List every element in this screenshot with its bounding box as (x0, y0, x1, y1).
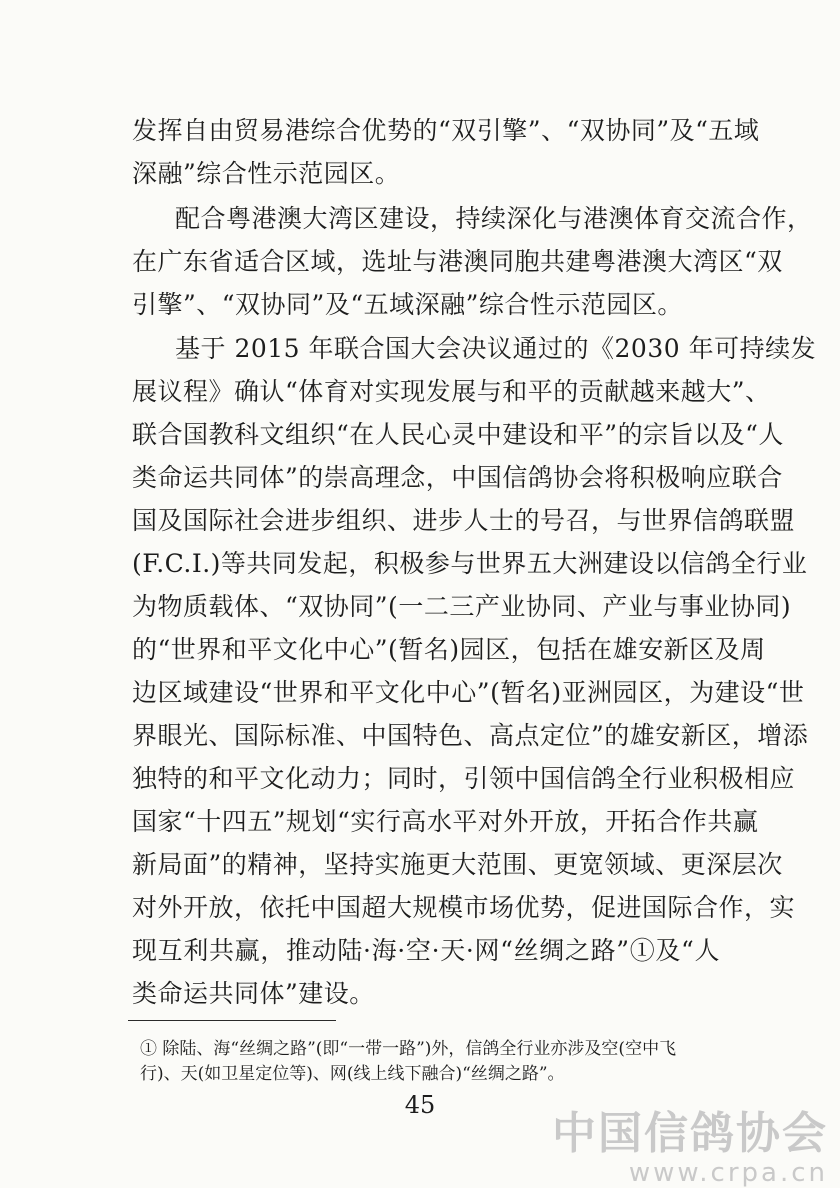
paragraph-line: 类命运共同体”的崇高理念，中国信鸽协会将积极响应联合 (132, 463, 783, 492)
footnote-line: ① 除陆、海“丝绸之路”(即“一带一路”)外，信鸽全行业亦涉及空(空中飞 (140, 1039, 677, 1059)
footnote-line: 行)、天(如卫星定位等)、网(线上线下融合)“丝绸之路”。 (140, 1064, 565, 1084)
paragraph-line: 联合国教科文组织“在人民心灵中建设和平”的宗旨以及“人 (132, 420, 784, 449)
paragraph-line: 发挥自由贸易港综合优势的“双引擎”、“双协同”及“五域 (132, 116, 760, 145)
watermark-url: www.crpa.cn (628, 1158, 828, 1188)
paragraph-line: 的“世界和平文化中心”(暂名)园区，包括在雄安新区及周 (132, 635, 766, 664)
paragraph-line: 国及国际社会进步组织、进步人士的号召，与世界信鸽联盟 (132, 506, 796, 535)
paragraph-line: 国家“十四五”规划“实行高水平对外开放，开拓合作共赢 (132, 807, 759, 836)
paragraph-line: 新局面”的精神，坚持实施更大范围、更宽领域、更深层次 (132, 850, 783, 879)
paragraph-line: 在广东省适合区域，选址与港澳同胞共建粤港澳大湾区“双 (132, 247, 783, 276)
paragraph-line: 引擎”、“双协同”及“五域深融”综合性示范园区。 (132, 290, 683, 319)
paragraph-line: (F.C.I.)等共同发起，积极参与世界五大洲建设以信鸽全行业 (132, 549, 808, 578)
paragraph-line: 配合粤港澳大湾区建设，持续深化与港澳体育交流合作， (175, 204, 813, 233)
paragraph-line: 深融”综合性示范园区。 (132, 159, 401, 188)
paragraph-line: 为物质载体、“双协同”(一二三产业协同、产业与事业协同) (132, 592, 792, 621)
paragraph-line: 对外开放，依托中国超大规模市场优势，促进国际合作，实 (132, 893, 796, 922)
page-number: 45 (404, 1091, 436, 1119)
paragraph-line: 类命运共同体”建设。 (132, 979, 375, 1008)
paragraph-line: 展议程》确认“体育对实现发展与和平的贡献越来越大”、 (132, 377, 771, 406)
watermark (552, 1110, 828, 1188)
watermark-name: 中国信鸽协会 (552, 1108, 828, 1159)
paragraph-line: 独特的和平文化动力；同时，引领中国信鸽全行业积极相应 (132, 764, 796, 793)
paragraph-line: 边区域建设“世界和平文化中心”(暂名)亚洲园区，为建设“世 (132, 678, 805, 707)
paragraph-line: 界眼光、国际标准、中国特色、高点定位”的雄安新区，增添 (132, 721, 809, 750)
footnote-divider (128, 1020, 336, 1021)
paragraph-line: 现互利共赢，推动陆·海·空·天·网“丝绸之路”①及“人 (132, 936, 720, 965)
paragraph-line: 基于 2015 年联合国大会决议通过的《2030 年可持续发 (175, 334, 817, 363)
